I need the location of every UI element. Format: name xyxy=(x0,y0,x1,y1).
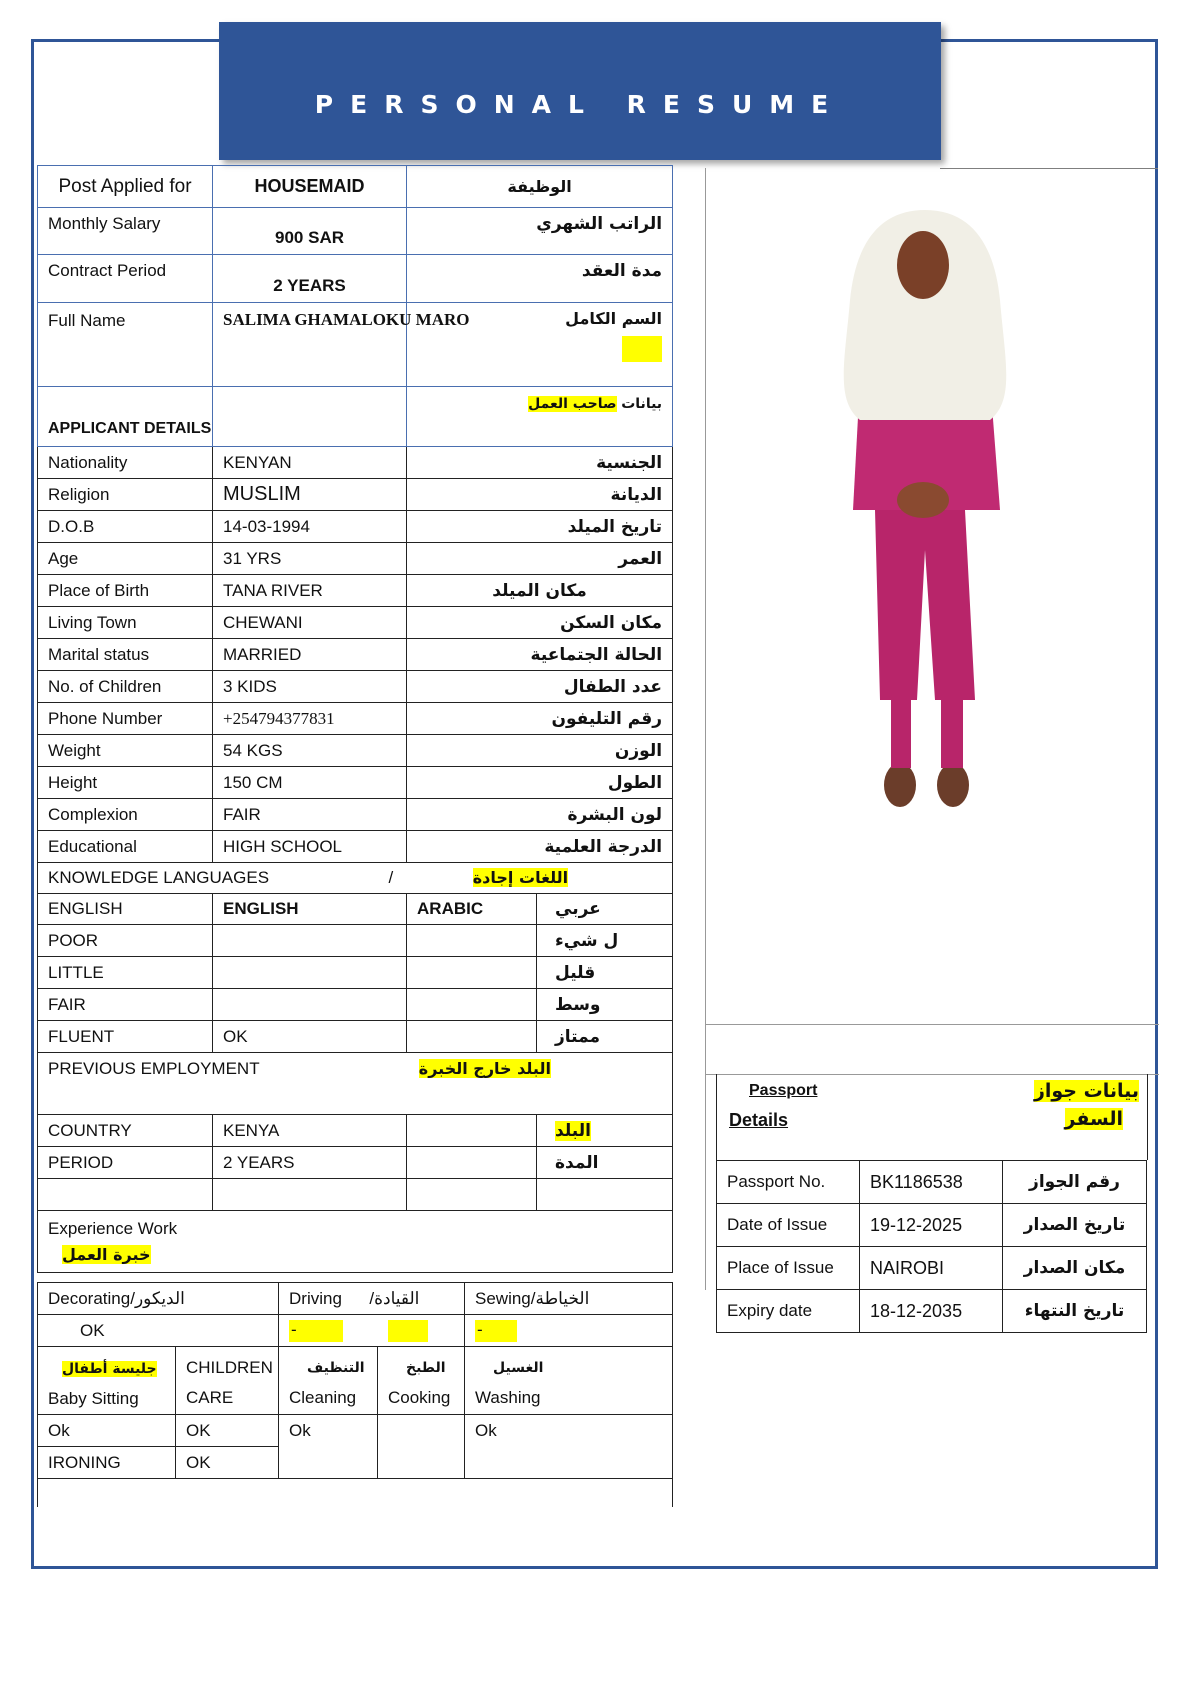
detail-ar: الديانة xyxy=(407,479,673,511)
emp-value: KENYA xyxy=(213,1115,407,1147)
lang-head-en: ENGLISH xyxy=(213,894,407,925)
label-full-name: Full Name xyxy=(38,303,213,387)
lang-en xyxy=(213,989,407,1021)
task-cooking xyxy=(378,1347,465,1415)
detail-value: FAIR xyxy=(213,799,407,831)
detail-row xyxy=(38,831,673,863)
page-title: PERSONAL RESUME xyxy=(314,89,846,119)
detail-label: No. of Children xyxy=(38,671,213,703)
detail-value: 150 CM xyxy=(213,767,407,799)
passport-ar: مكان الصدار xyxy=(1003,1247,1147,1290)
passport-value: 18-12-2035 xyxy=(860,1290,1003,1333)
emp-label: COUNTRY xyxy=(38,1115,213,1147)
value-post: HOUSEMAID xyxy=(213,166,407,208)
employment-title-cell xyxy=(38,1053,673,1115)
ar-applicant-hl: صاحب العمل xyxy=(528,396,617,412)
passport-row xyxy=(717,1204,1147,1247)
row-skills-values xyxy=(38,1315,673,1347)
skill-driving-val-cell xyxy=(279,1315,465,1347)
row-employment-title xyxy=(38,1053,673,1115)
detail-ar: الطول xyxy=(407,767,673,799)
row-post-applied xyxy=(38,166,673,208)
experience-title: Experience Work xyxy=(48,1219,178,1238)
lang-en: OK xyxy=(213,1021,407,1053)
detail-ar: الدرجة العلمية xyxy=(407,831,673,863)
detail-row xyxy=(38,671,673,703)
detail-ar: عدد الطفال xyxy=(407,671,673,703)
languages-title: KNOWLEDGE LANGUAGES xyxy=(48,868,270,887)
lang-en xyxy=(213,925,407,957)
task-baby xyxy=(38,1347,176,1415)
lang-head-label: ENGLISH xyxy=(38,894,213,925)
detail-row xyxy=(38,543,673,575)
task-washing-val: Ok xyxy=(465,1415,673,1479)
lang-head-ar: عربي xyxy=(537,894,673,925)
task-washing-ar: الغسيل xyxy=(493,1360,544,1376)
highlight-box xyxy=(622,336,662,362)
ironing-label: IRONING xyxy=(38,1447,176,1479)
task-baby-ar: جليسة أطفال xyxy=(62,1361,157,1377)
lang-label: POOR xyxy=(38,925,213,957)
detail-label: Height xyxy=(38,767,213,799)
lang-arabic xyxy=(407,925,537,957)
task-cooking-label: Cooking xyxy=(388,1388,451,1407)
detail-value: MARRIED xyxy=(213,639,407,671)
experience-title-cell xyxy=(38,1211,673,1273)
task-cooking-ar: الطبخ xyxy=(406,1360,446,1376)
ar-post: الوظيفة xyxy=(407,166,673,208)
row-contract xyxy=(38,255,673,303)
task-children xyxy=(176,1347,279,1415)
value-salary: 900 SAR xyxy=(213,208,407,255)
detail-value: 3 KIDS xyxy=(213,671,407,703)
detail-value: 14-03-1994 xyxy=(213,511,407,543)
task-cleaning-ar: التنظيف xyxy=(307,1360,365,1376)
detail-label: Marital status xyxy=(38,639,213,671)
detail-label: D.O.B xyxy=(38,511,213,543)
detail-label: Place of Birth xyxy=(38,575,213,607)
detail-row xyxy=(38,575,673,607)
detail-value: +254794377831 xyxy=(213,703,407,735)
detail-ar: الوزن xyxy=(407,735,673,767)
passport-table xyxy=(716,1160,1147,1333)
detail-ar: رقم التليفون xyxy=(407,703,673,735)
employment-row xyxy=(38,1115,673,1147)
detail-row xyxy=(38,703,673,735)
task-baby-val: Ok xyxy=(38,1415,176,1447)
passport-value: 19-12-2025 xyxy=(860,1204,1003,1247)
skill-driving-val: - xyxy=(289,1320,343,1342)
row-salary xyxy=(38,208,673,255)
task-children-1: CHILDREN xyxy=(186,1358,273,1377)
label-post: Post Applied for xyxy=(38,166,213,208)
detail-ar: العمر xyxy=(407,543,673,575)
skills-table xyxy=(37,1282,673,1347)
detail-label: Nationality xyxy=(38,447,213,479)
driving-hl-box xyxy=(388,1320,428,1342)
detail-label: Religion xyxy=(38,479,213,511)
emp-ar: البلد xyxy=(555,1120,591,1141)
detail-row xyxy=(38,767,673,799)
detail-ar: تاريخ الميلد xyxy=(407,511,673,543)
passport-row xyxy=(717,1161,1147,1204)
detail-value: KENYAN xyxy=(213,447,407,479)
row-skills-labels xyxy=(38,1283,673,1315)
detail-ar: لون البشرة xyxy=(407,799,673,831)
lang-label: FLUENT xyxy=(38,1021,213,1053)
passport-value: NAIROBI xyxy=(860,1247,1003,1290)
emp-ar-cell xyxy=(537,1115,673,1147)
employment-title: PREVIOUS EMPLOYMENT xyxy=(48,1059,260,1078)
value-contract: 2 YEARS xyxy=(213,255,407,303)
applicant-photo xyxy=(805,210,1045,810)
lang-head-arabic: ARABIC xyxy=(407,894,537,925)
lang-arabic xyxy=(407,989,537,1021)
detail-row xyxy=(38,607,673,639)
detail-ar: مكان السكن xyxy=(407,607,673,639)
language-row xyxy=(38,1021,673,1053)
skill-driving-cell xyxy=(279,1283,465,1315)
lang-ar: وسط xyxy=(537,989,673,1021)
task-cleaning-val: Ok xyxy=(279,1415,378,1479)
experience-ar-title: خبرة العمل xyxy=(62,1245,151,1264)
resume-table xyxy=(37,165,673,1273)
row-employment-empty xyxy=(38,1179,673,1211)
detail-value: MUSLIM xyxy=(213,479,407,511)
language-row xyxy=(38,989,673,1021)
task-cleaning-label: Cleaning xyxy=(289,1388,357,1407)
detail-row xyxy=(38,479,673,511)
employment-row xyxy=(38,1147,673,1179)
label-applicant: APPLICANT DETAILS xyxy=(38,387,213,447)
detail-label: Educational xyxy=(38,831,213,863)
row-applicant xyxy=(38,387,673,447)
task-children-2: CARE xyxy=(186,1388,234,1407)
task-cleaning xyxy=(279,1347,378,1415)
emp-value: 2 YEARS xyxy=(213,1147,407,1179)
detail-label: Complexion xyxy=(38,799,213,831)
tasks-table xyxy=(37,1346,673,1507)
task-washing-label: Washing xyxy=(475,1388,541,1407)
label-contract: Contract Period xyxy=(38,255,213,303)
detail-value: HIGH SCHOOL xyxy=(213,831,407,863)
detail-label: Age xyxy=(38,543,213,575)
skill-sewing-val: - xyxy=(475,1320,517,1342)
lang-en xyxy=(213,957,407,989)
employment-section xyxy=(38,1115,673,1179)
passport-header xyxy=(716,1074,1148,1160)
language-row xyxy=(38,925,673,957)
row-languages-title xyxy=(38,863,673,894)
ar-applicant-cell xyxy=(407,387,673,447)
details-section xyxy=(38,447,673,863)
task-washing xyxy=(465,1347,673,1415)
passport-label: Passport No. xyxy=(717,1161,860,1204)
lang-ar: قليل xyxy=(537,957,673,989)
passport-row xyxy=(717,1247,1147,1290)
row-tasks xyxy=(38,1347,673,1415)
lang-ar: ممتاز xyxy=(537,1021,673,1053)
lang-ar: ل شيء xyxy=(537,925,673,957)
employment-ar-title: البلد خارج الخبرة xyxy=(418,1059,551,1078)
detail-row xyxy=(38,799,673,831)
row-experience-title xyxy=(38,1211,673,1273)
detail-value: CHEWANI xyxy=(213,607,407,639)
detail-ar: مكان الميلد xyxy=(407,575,673,607)
value-full-name: SALIMA GHAMALOKU MARO xyxy=(213,303,407,387)
passport-ar-1: بيانات جواز xyxy=(1033,1080,1139,1102)
skill-decorating-val: OK xyxy=(38,1315,279,1347)
detail-row xyxy=(38,735,673,767)
skill-driving: Driving xyxy=(289,1288,342,1308)
passport-ar: تاريخ الصدار xyxy=(1003,1204,1147,1247)
detail-row xyxy=(38,511,673,543)
passport-value: BK1186538 xyxy=(860,1161,1003,1204)
skill-sewing-val-cell xyxy=(465,1315,673,1347)
passport-label: Date of Issue xyxy=(717,1204,860,1247)
ar-contract: مدة العقد xyxy=(407,255,673,303)
languages-section xyxy=(38,925,673,1053)
lang-arabic xyxy=(407,1021,537,1053)
photo-divider xyxy=(705,1024,1159,1025)
detail-value: 54 KGS xyxy=(213,735,407,767)
languages-title-cell xyxy=(38,863,673,894)
ironing-val: OK xyxy=(176,1447,279,1479)
detail-label: Weight xyxy=(38,735,213,767)
passport-label: Place of Issue xyxy=(717,1247,860,1290)
lang-label: FAIR xyxy=(38,989,213,1021)
label-salary: Monthly Salary xyxy=(38,208,213,255)
skill-driving-ar: /القيادة xyxy=(369,1288,420,1308)
detail-value: TANA RIVER xyxy=(213,575,407,607)
detail-value: 31 YRS xyxy=(213,543,407,575)
row-languages-header xyxy=(38,894,673,925)
passport-row xyxy=(717,1290,1147,1333)
ar-salary: الراتب الشهري xyxy=(407,208,673,255)
lang-label: LITTLE xyxy=(38,957,213,989)
lang-arabic xyxy=(407,957,537,989)
detail-ar: الجنسية xyxy=(407,447,673,479)
detail-label: Living Town xyxy=(38,607,213,639)
emp-ar-cell xyxy=(537,1147,673,1179)
row-task-values xyxy=(38,1415,673,1447)
passport-ar-2: السفر xyxy=(1064,1108,1123,1130)
emp-ar: المدة xyxy=(555,1152,599,1173)
language-row xyxy=(38,957,673,989)
ar-full-name: السم الكامل xyxy=(565,309,663,328)
languages-ar-title: اللغات إجادة xyxy=(472,868,569,887)
passport-title-2: Details xyxy=(729,1110,789,1130)
languages-slash: / xyxy=(388,868,394,887)
passport-ar: تاريخ النتهاء xyxy=(1003,1290,1147,1333)
skill-sewing: Sewing/الخياطة xyxy=(465,1283,673,1315)
row-full-name xyxy=(38,303,673,387)
detail-label: Phone Number xyxy=(38,703,213,735)
detail-ar: الحالة الجتماعية xyxy=(407,639,673,671)
passport-label: Expiry date xyxy=(717,1290,860,1333)
passport-title-1: Passport xyxy=(749,1082,818,1099)
title-banner xyxy=(219,22,941,160)
skill-decorating: Decorating/الديكور xyxy=(38,1283,279,1315)
emp-label: PERIOD xyxy=(38,1147,213,1179)
passport-ar: رقم الجواز xyxy=(1003,1161,1147,1204)
task-baby-label: Baby Sitting xyxy=(48,1389,139,1408)
task-children-val: OK xyxy=(176,1415,279,1447)
ar-applicant-prefix: بيانات xyxy=(621,396,663,412)
detail-row xyxy=(38,447,673,479)
value-applicant xyxy=(213,387,407,447)
detail-row xyxy=(38,639,673,671)
